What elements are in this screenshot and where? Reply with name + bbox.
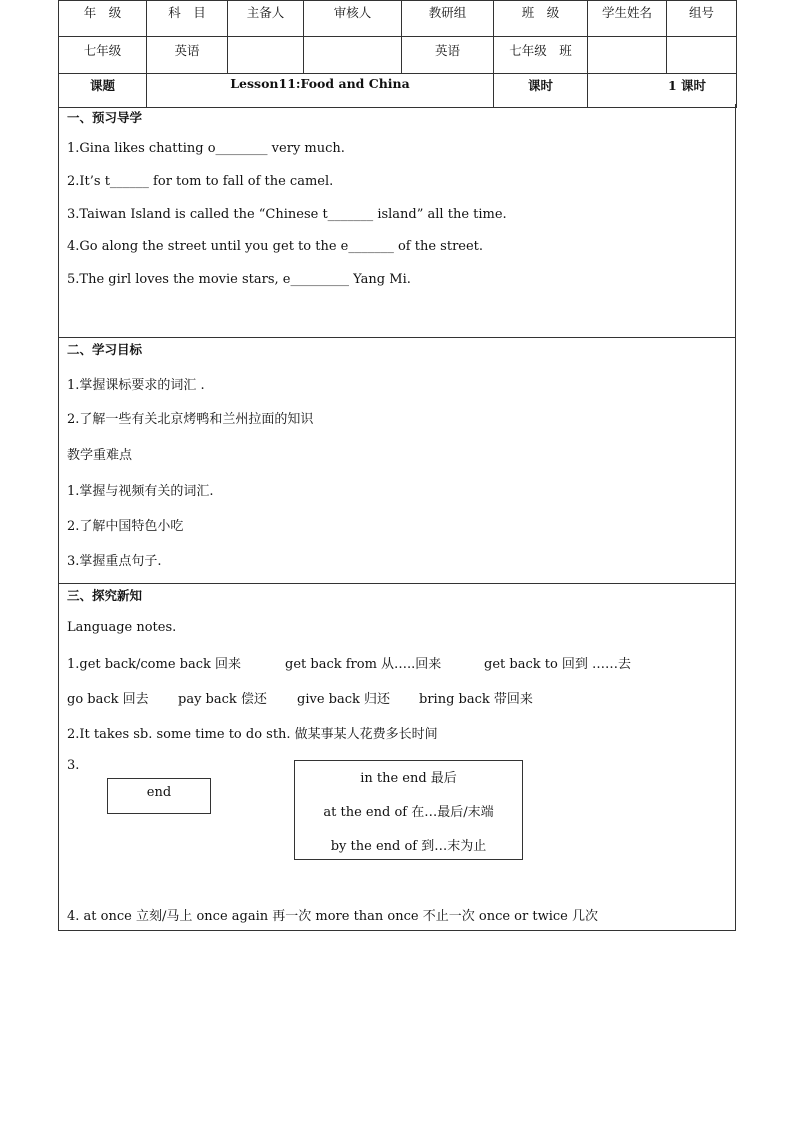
header-grade-label: 年 级 [59, 1, 147, 37]
header-subject-label: 科 目 [147, 1, 228, 37]
period-label: 课时 [494, 74, 588, 108]
phrase-row-1-a: 1.get back/come back 回来 [67, 657, 242, 672]
phrase-row-2-d: bring back 带回来 [419, 692, 533, 707]
key-point-2: 2.了解中国特色小吃 [67, 519, 184, 534]
header-student-name-value[interactable] [588, 37, 667, 74]
header-reviewer-value[interactable] [304, 37, 402, 74]
phrase-row-2-a: go back 回去 [67, 692, 149, 707]
end-phrase-2: at the end of 在…最后/末端 [323, 805, 494, 820]
header-preparer-label: 主备人 [228, 1, 304, 37]
end-phrases-box [294, 760, 523, 860]
preview-item-5: 5.The girl loves the movie stars, e_________ Yang Mi. [67, 272, 411, 287]
phrase-row-1-b: get back from 从…..回来 [285, 657, 442, 672]
preview-section [58, 104, 736, 338]
preview-item-3: 3.Taiwan Island is called the “Chinese t_______ island” all the time. [67, 207, 507, 222]
phrase-row-1-c: get back to 回到 ……去 [484, 657, 632, 672]
header-table [58, 0, 737, 108]
header-class-value: 七年级 班 [494, 37, 588, 74]
header-student-name-label: 学生姓名 [588, 1, 667, 37]
explore-item-4: 4. at once 立刻/马上 once again 再一次 more than once 不止一次 once or twice 几次 [67, 909, 598, 924]
goals-section [58, 338, 736, 584]
explore-item-3-number: 3. [67, 758, 80, 773]
phrase-row-2-c: give back 归还 [297, 692, 391, 707]
header-preparer-value[interactable] [228, 37, 304, 74]
explore-heading: 三、探究新知 [67, 588, 143, 603]
goals-heading: 二、学习目标 [67, 342, 143, 357]
key-point-1: 1.掌握与视频有关的词汇. [67, 484, 214, 499]
header-subject-value: 英语 [147, 37, 228, 74]
key-point-3: 3.掌握重点句子. [67, 554, 162, 569]
preview-item-2: 2.It’s t______ for tom to fall of the camel. [67, 174, 334, 189]
end-phrase-1: in the end 最后 [360, 771, 457, 786]
header-team-number-label: 组号 [667, 1, 737, 37]
explore-section [58, 584, 736, 931]
header-class-label: 班 级 [494, 1, 588, 37]
header-group-value: 英语 [402, 37, 494, 74]
explore-item-2: 2.It takes sb. some time to do sth. 做某事某人花费多长时间 [67, 727, 438, 742]
period-value: 1 课时 [588, 74, 737, 108]
preview-item-1: 1.Gina likes chatting o________ very much. [67, 141, 345, 156]
goal-item-1: 1.掌握课标要求的词汇 . [67, 378, 205, 393]
end-word-box [107, 778, 211, 814]
preview-heading: 一、预习导学 [67, 110, 143, 125]
key-points-heading: 教学重难点 [67, 448, 133, 463]
phrase-row-2-b: pay back 偿还 [178, 692, 267, 707]
end-phrase-3: by the end of 到…末为止 [330, 839, 487, 854]
header-grade-value: 七年级 [59, 37, 147, 74]
goal-item-2: 2.了解一些有关北京烤鸭和兰州拉面的知识 [67, 412, 314, 427]
preview-item-4: 4.Go along the street until you get to the e_______ of the street. [67, 239, 484, 254]
header-team-number-value[interactable] [667, 37, 737, 74]
end-word-text: end [146, 785, 172, 800]
topic-title: Lesson11:Food and China [147, 74, 494, 108]
topic-label: 课题 [59, 74, 147, 108]
header-group-label: 教研组 [402, 1, 494, 37]
language-notes-label: Language notes. [67, 620, 177, 635]
header-reviewer-label: 审核人 [304, 1, 402, 37]
